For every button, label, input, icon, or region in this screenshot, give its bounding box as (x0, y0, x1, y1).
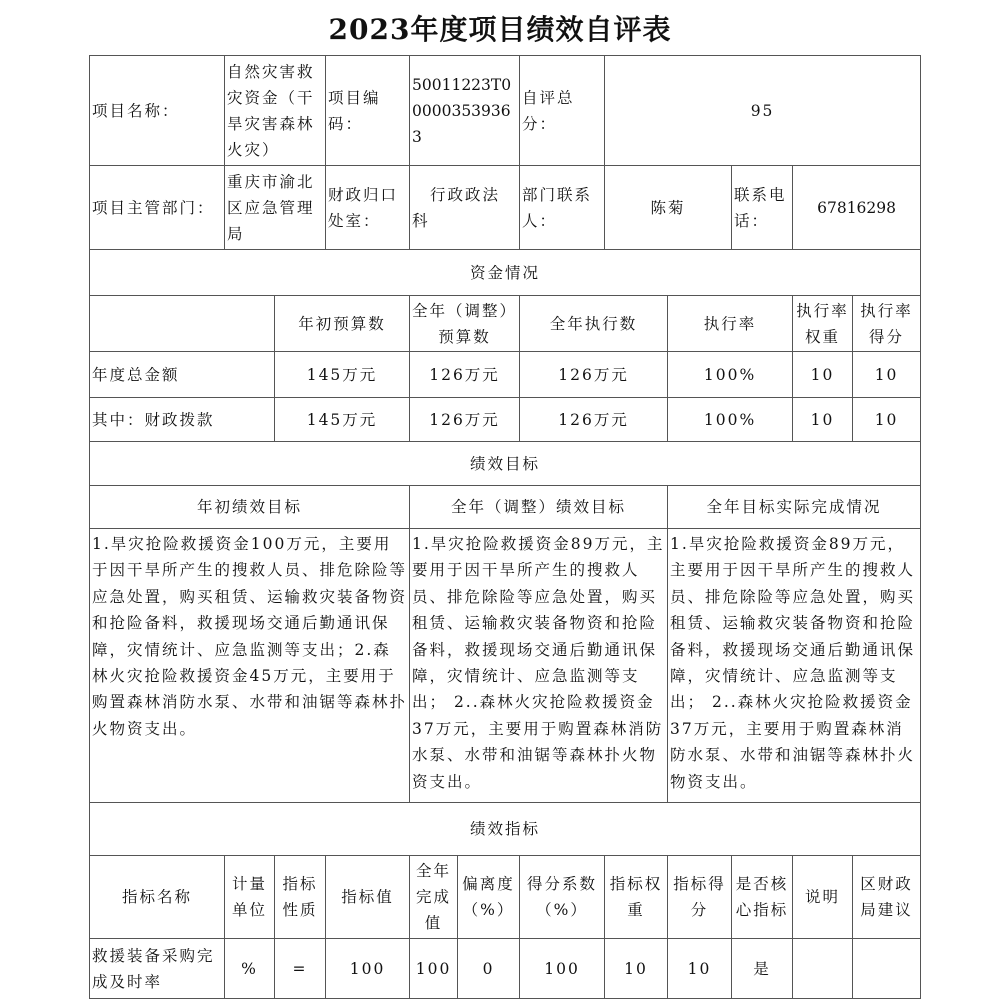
funding-cell: 10 (853, 398, 921, 442)
contact-label: 部门联系人： (520, 166, 605, 250)
contact-value: 陈菊 (605, 166, 732, 250)
code-label: 项目编码： (326, 56, 410, 166)
goals-section-title: 绩效目标 (90, 442, 921, 486)
funding-header-row (90, 296, 921, 352)
funding-row (90, 398, 921, 442)
funding-cell: 100% (668, 352, 793, 398)
indicator-cell: 100 (326, 939, 410, 999)
dept-label: 项目主管部门： (90, 166, 225, 250)
indicator-header: 偏离度（%） (458, 856, 520, 939)
phone-value: 67816298 (793, 166, 921, 250)
name-value: 自然灾害救灾资金（干旱灾害森林火灾） (225, 56, 326, 166)
indicators-section-title: 绩效指标 (90, 803, 921, 856)
funding-cell: 126万元 (520, 352, 668, 398)
indicator-cell: 是 (732, 939, 793, 999)
initial-goal-text: 1.旱灾抢险救援资金100万元，主要用于因干旱所产生的搜救人员、排危除险等应急处置，购买租赁、运输救灾装备物资和抢险备料，救援现场交通后勤通讯保障，灾情统计、应急监测等支出；2.森林火灾抢险救援资金45万元，主要用于购置森林消防水泵、水带和油锯等森林扑火物资支出。 (90, 529, 410, 803)
funding-cell: 年度总金额 (90, 352, 275, 398)
dept-value: 重庆市渝北区应急管理局 (225, 166, 326, 250)
funding-header: 执行率得分 (853, 296, 921, 352)
indicator-header: 指标名称 (90, 856, 225, 939)
indicator-cell: % (225, 939, 275, 999)
funding-cell: 126万元 (520, 398, 668, 442)
funding-cell: 其中：财政拨款 (90, 398, 275, 442)
indicator-header: 计量单位 (225, 856, 275, 939)
funding-cell: 145万元 (275, 398, 410, 442)
indicator-cell: 10 (605, 939, 668, 999)
funding-section-title: 资金情况 (90, 250, 921, 296)
indicator-header: 指标性质 (275, 856, 326, 939)
indicator-header: 区财政局建议 (853, 856, 921, 939)
funding-cell: 100% (668, 398, 793, 442)
goals-row (90, 529, 921, 803)
funding-header: 全年执行数 (520, 296, 668, 352)
indicator-cell: = (275, 939, 326, 999)
indicator-header: 说明 (793, 856, 853, 939)
funding-cell: 126万元 (410, 398, 520, 442)
indicator-header: 得分系数（%） (520, 856, 605, 939)
office-label: 财政归口处室： (326, 166, 410, 250)
indicator-header: 指标权重 (605, 856, 668, 939)
funding-header: 执行率权重 (793, 296, 853, 352)
project-name-row (90, 56, 921, 166)
phone-label: 联系电话： (732, 166, 793, 250)
funding-cell: 145万元 (275, 352, 410, 398)
funding-cell: 10 (853, 352, 921, 398)
indicator-cell: 100 (520, 939, 605, 999)
indicator-cell: 0 (458, 939, 520, 999)
goals-header-row (90, 486, 921, 529)
actual-completion-text: 1.旱灾抢险救援资金89万元，主要用于因干旱所产生的搜救人员、排危除险等应急处置，购买租赁、运输救灾装备物资和抢险备料，救援现场交通后勤通讯保障，灾情统计、应急监测等支出； 2..森林火灾抢险救援资金37万元，主要用于购置森林消防水泵、水带和油锯等森林扑火物资支出。 (668, 529, 921, 803)
page-title: 2023年度项目绩效自评表 (328, 13, 672, 46)
indicator-header: 指标值 (326, 856, 410, 939)
funding-header-blank (90, 296, 275, 352)
indicator-cell (793, 939, 853, 999)
indicator-header: 是否核心指标 (732, 856, 793, 939)
score-label: 自评总分： (520, 56, 605, 166)
department-row (90, 166, 921, 250)
goals-header: 全年目标实际完成情况 (668, 486, 921, 529)
funding-header: 年初预算数 (275, 296, 410, 352)
office-value: 行政政法科 (410, 166, 520, 250)
goals-header: 年初绩效目标 (90, 486, 410, 529)
indicators-header-row (90, 856, 921, 939)
indicator-cell (853, 939, 921, 999)
indicator-cell: 救援装备采购完成及时率 (90, 939, 225, 999)
funding-cell: 10 (793, 352, 853, 398)
code-value: 50011223T000003539363 (410, 56, 520, 166)
funding-cell: 10 (793, 398, 853, 442)
score-value: 95 (605, 56, 921, 166)
indicator-row (90, 939, 921, 999)
indicator-cell: 10 (668, 939, 732, 999)
goals-header: 全年（调整）绩效目标 (410, 486, 668, 529)
funding-header: 执行率 (668, 296, 793, 352)
indicator-cell: 100 (410, 939, 458, 999)
funding-row (90, 352, 921, 398)
indicator-header: 指标得分 (668, 856, 732, 939)
funding-cell: 126万元 (410, 352, 520, 398)
funding-header: 全年（调整）预算数 (410, 296, 520, 352)
adjusted-goal-text: 1.旱灾抢险救援资金89万元，主要用于因干旱所产生的搜救人员、排危除险等应急处置，购买租赁、运输救灾装备物资和抢险备料，救援现场交通后勤通讯保障，灾情统计、应急监测等支出； 2..森林火灾抢险救援资金37万元，主要用于购置森林消防水泵、水带和油锯等森林扑火物资支出。 (410, 529, 668, 803)
evaluation-table (89, 55, 921, 999)
name-label: 项目名称： (90, 56, 225, 166)
indicator-header: 全年完成值 (410, 856, 458, 939)
